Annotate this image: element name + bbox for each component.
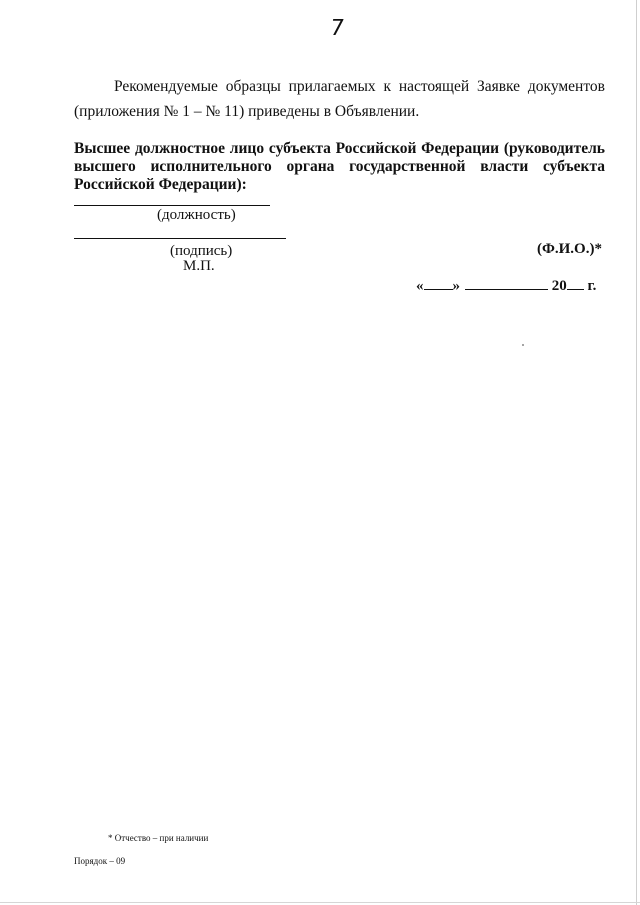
date-close-quote: » [452, 278, 460, 294]
signature-caption: (подпись) [170, 243, 233, 259]
date-year-prefix: 20 [551, 278, 567, 294]
page-number: 7 [328, 16, 346, 41]
page-edge-right [636, 0, 637, 905]
paragraph-line-1: Рекомендуемые образцы прилагаемых к настоящей Заявке документов [114, 78, 605, 95]
full-name-caption: (Ф.И.О.)* [537, 241, 602, 257]
official-heading-line-1: Высшее должностное лицо субъекта Российской Федерации (руководитель [74, 140, 605, 157]
position-caption: (должность) [157, 207, 236, 223]
official-heading-line-3: Российской Федерации): [74, 176, 247, 193]
date-line [416, 276, 596, 295]
scan-speck [522, 344, 524, 346]
date-month-blank [465, 276, 548, 290]
date-open-quote: « [416, 278, 424, 294]
date-year-blank [567, 276, 584, 290]
footer-code: Порядок – 09 [74, 856, 126, 866]
seal-caption: М.П. [183, 258, 215, 274]
documents-paragraph [74, 74, 605, 124]
date-year-suffix: г. [587, 278, 597, 294]
page-edge-bottom [0, 902, 640, 903]
footnote: * Отчество – при наличии [108, 833, 209, 843]
official-heading-line-2: высшего исполнительного органа государственной власти субъекта [74, 158, 605, 175]
position-blank-line [74, 205, 270, 206]
signature-blank-line [74, 238, 286, 239]
date-day-blank [424, 276, 453, 290]
paragraph-line-2: (приложения № 1 – № 11) приведены в Объявлении. [74, 103, 420, 120]
official-heading [74, 140, 605, 194]
